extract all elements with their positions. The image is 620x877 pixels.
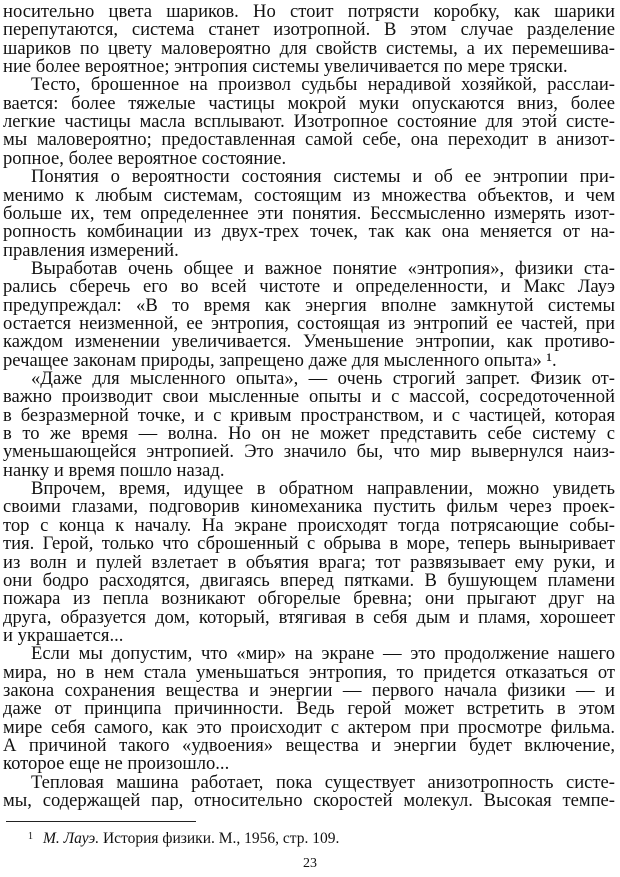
text-line: Если мы допустим, что «мир» на экране — это продолжение нашего	[31, 643, 615, 665]
text-line: мы, содержащей пар, относительно скоростей молекул. Высокая темпе-	[3, 790, 615, 812]
text-line: «Даже для мысленного опыта», — очень строгий запрет. Физик от-	[31, 368, 615, 389]
text-line: своими глазами, подговорив киномеханика пустить фильм через проек-	[3, 496, 615, 518]
text-line: А причиной такого «удвоения» вещества и энергии будет включение,	[3, 735, 615, 756]
text-line: легкие частицы масла всплывают. Изотропное состояние для этой систе-	[3, 111, 615, 133]
text-line: перепутаются, система станет изотропной. В этом случае разделение	[3, 19, 615, 41]
text-line: каждом изменении увеличивается. Уменьшение энтропии, как противо-	[3, 331, 615, 353]
text-line: важно производит свои мысленные опыты и с массой, сосредоточенной	[3, 386, 615, 408]
text-line: и украшается...	[3, 624, 124, 646]
text-line: мира, но в нем стала уменьшаться энтропия, то придется отказаться от	[3, 661, 615, 683]
text-line: носительно цвета шариков. Но стоит потрясти коробку, как шарики	[3, 1, 615, 22]
footnote-author: М. Лауэ.	[43, 830, 100, 847]
text-line: вается: более тяжелые частицы мокрой муки опускаются вниз, более	[3, 92, 615, 114]
footnote-text: История физики. М., 1956, стр. 109.	[102, 830, 340, 847]
text-line: менимо к любым системам, состоящим из множества объектов, и чем	[3, 184, 615, 206]
text-line: Выработав очень общее и важное понятие «энтропия», физики ста-	[31, 257, 615, 279]
text-line: остается неизменной, ее энтропия, состоящая из энтропий ее частей, при	[3, 312, 615, 334]
text-line: больше их, тем определеннее эти понятия. Бессмысленно измерять изот-	[3, 202, 615, 224]
text-line: ропное, более вероятное состояние.	[3, 147, 287, 169]
text-line: предупреждал: «В то время как энергия вполне замкнутой системы	[3, 294, 615, 316]
text-line: из волн и пулей взлетает в объятия врага; тот развязывает ему руки, и	[3, 551, 615, 573]
text-line: которое еще не произошло...	[3, 753, 230, 775]
text-line: тия. Герой, только что сброшенный с обрыва в море, теперь выныривает	[3, 533, 615, 555]
text-line: уменьшающейся энтропией. Это значило бы, что мир вывернулся наиз-	[3, 441, 615, 463]
text-line: рались сберечь его во всей чистоте и определенности, и Макс Лауэ	[3, 276, 615, 298]
text-line: правления измерений.	[3, 239, 179, 261]
text-line: они бодро расходятся, двигаясь вперед пятками. В бушующем пламени	[3, 569, 615, 591]
footnote	[28, 829, 339, 849]
text-line: в то же время — волна. Но он не может представить себе систему с	[3, 423, 615, 445]
text-line: Тепловая машина работает, пока существует анизотропность систе-	[31, 771, 615, 793]
text-line: ропность комбинации из двух-трех точек, так как она меняется от на-	[3, 221, 615, 243]
text-line: речащее законам природы, запрещено даже для мысленного опыта» ¹.	[3, 349, 557, 371]
text-line: закона сохранения вещества и энергии — первого начала физики — и	[3, 679, 615, 701]
text-line: Тесто, брошенное на произвол судьбы нерадивой хозяйкой, расслаи-	[31, 74, 615, 96]
text-line: мы маловероятно; предоставленная самой себе, она переходит в анизот-	[3, 129, 615, 151]
footnote-divider	[6, 821, 196, 822]
text-line: мире себя самого, как это происходит с актером при просмотре фильма.	[3, 716, 615, 738]
text-line: ние более вероятное; энтропия системы увеличивается по мере тряски.	[3, 56, 568, 78]
page-number: 23	[303, 856, 317, 871]
text-line: Впрочем, время, идущее в обратном направлении, можно увидеть	[31, 478, 615, 500]
text-line: пожара из пепла возникают обгорелые бревна; они прыгают друг на	[3, 588, 615, 610]
text-line: шариков по цвету маловероятно для свойств системы, а их перемешива-	[3, 37, 615, 59]
text-line: друга, образуется дом, который, втягивая в себя дым и пламя, хорошеет	[3, 606, 615, 628]
text-line: в безразмерной точке, и с кривым пространством, и с частицей, которая	[3, 404, 615, 426]
text-line: тор с конца к началу. На экране происходят тогда потрясающие собы-	[3, 514, 615, 536]
footnote-marker: 1	[28, 831, 33, 842]
text-line: даже от принципа причинности. Ведь герой может встретить в этом	[3, 698, 615, 720]
text-line: Понятия о вероятности состояния системы и об ее энтропии при-	[31, 166, 615, 188]
text-line: нанку и время пошло назад.	[3, 459, 225, 481]
